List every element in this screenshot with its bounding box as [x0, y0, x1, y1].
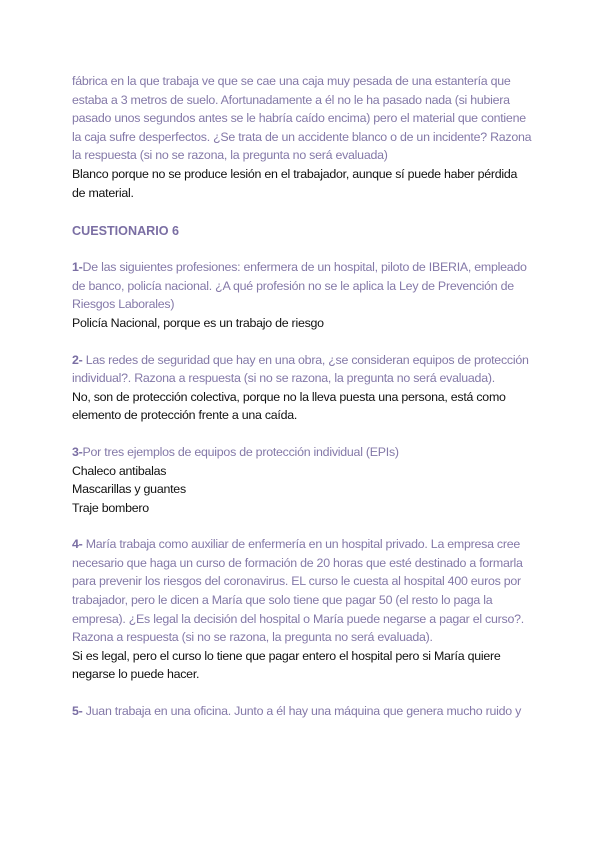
question-text — [72, 351, 532, 388]
question-number: 4- — [72, 537, 83, 552]
answer-text: Si es legal, pero el curso lo tiene que pagar entero el hospital pero si María quiere negarse lo puede hacer. — [72, 648, 501, 682]
answer-text: No, son de protección colectiva, porque no la lleva puesta una persona, está como elemento de protección frente a una caída. — [72, 389, 506, 423]
document-page — [72, 72, 532, 721]
question-text — [72, 702, 532, 721]
question-text — [72, 535, 532, 647]
question-body: María trabaja como auxiliar de enfermería en un hospital privado. La empresa cree necesario que haga un curso de formación de 20 horas que esté destinado a formarla para prevenir los riesgos del coronavirus. EL curso le cuesta al hospital 400 euros por trabajador, pero le dicen a María que solo tiene que pagar 50 (el resto lo paga la empresa). ¿Es legal la decisión del hospital o María puede negarse a pagar el curso?. Razona a respuesta (si no se razona, la pregunta no será evaluada). — [72, 537, 524, 645]
answer-text: Policía Nacional, porque es un trabajo de riesgo — [72, 315, 324, 330]
intro-question-text: fábrica en la que trabaja ve que se cae una caja muy pesada de una estantería que estaba a 3 metros de suelo. Afortunadamente a él no le ha pasado nada (si hubiera pasado unos segundos antes se le habría caído encima) pero el material que contiene la caja sufre desperfectos. ¿Se trata de un accidente blanco o de un incidente? Razona la respuesta (si no se razona, la pregunta no será evaluada) — [72, 74, 532, 163]
question-block-2 — [72, 351, 532, 425]
section-title: CUESTIONARIO 6 — [72, 224, 180, 239]
question-block-3 — [72, 443, 532, 517]
question-number: 5- — [72, 704, 83, 719]
question-number: 1- — [72, 260, 83, 275]
question-block-5 — [72, 702, 532, 721]
question-body: Las redes de seguridad que hay en una obra, ¿se consideran equipos de protección individual?. Razona a respuesta (si no se razona, la pregunta no será evaluada). — [72, 352, 529, 386]
question-block-1 — [72, 258, 532, 332]
question-body: Juan trabaja en una oficina. Junto a él hay una máquina que genera mucho ruido y — [82, 704, 522, 719]
question-body: Por tres ejemplos de equipos de protección individual (EPIs) — [82, 444, 399, 459]
question-body: De las siguientes profesiones: enfermera de un hospital, piloto de IBERIA, empleado de banco, policía nacional. ¿A qué profesión no se le aplica la Ley de Prevención de Riesgos Laborales) — [72, 260, 527, 312]
answer-text: Mascarillas y guantes — [72, 482, 186, 497]
question-number: 3- — [72, 444, 83, 459]
answer-text: Traje bombero — [72, 500, 149, 515]
question-block-4 — [72, 535, 532, 684]
question-text — [72, 258, 532, 314]
intro-block — [72, 72, 532, 202]
question-text — [72, 443, 532, 462]
intro-answer-text: Blanco porque no se produce lesión en el trabajador, aunque sí puede haber pérdida de material. — [72, 166, 518, 200]
answer-text: Chaleco antibalas — [72, 463, 167, 478]
question-number: 2- — [72, 352, 83, 367]
